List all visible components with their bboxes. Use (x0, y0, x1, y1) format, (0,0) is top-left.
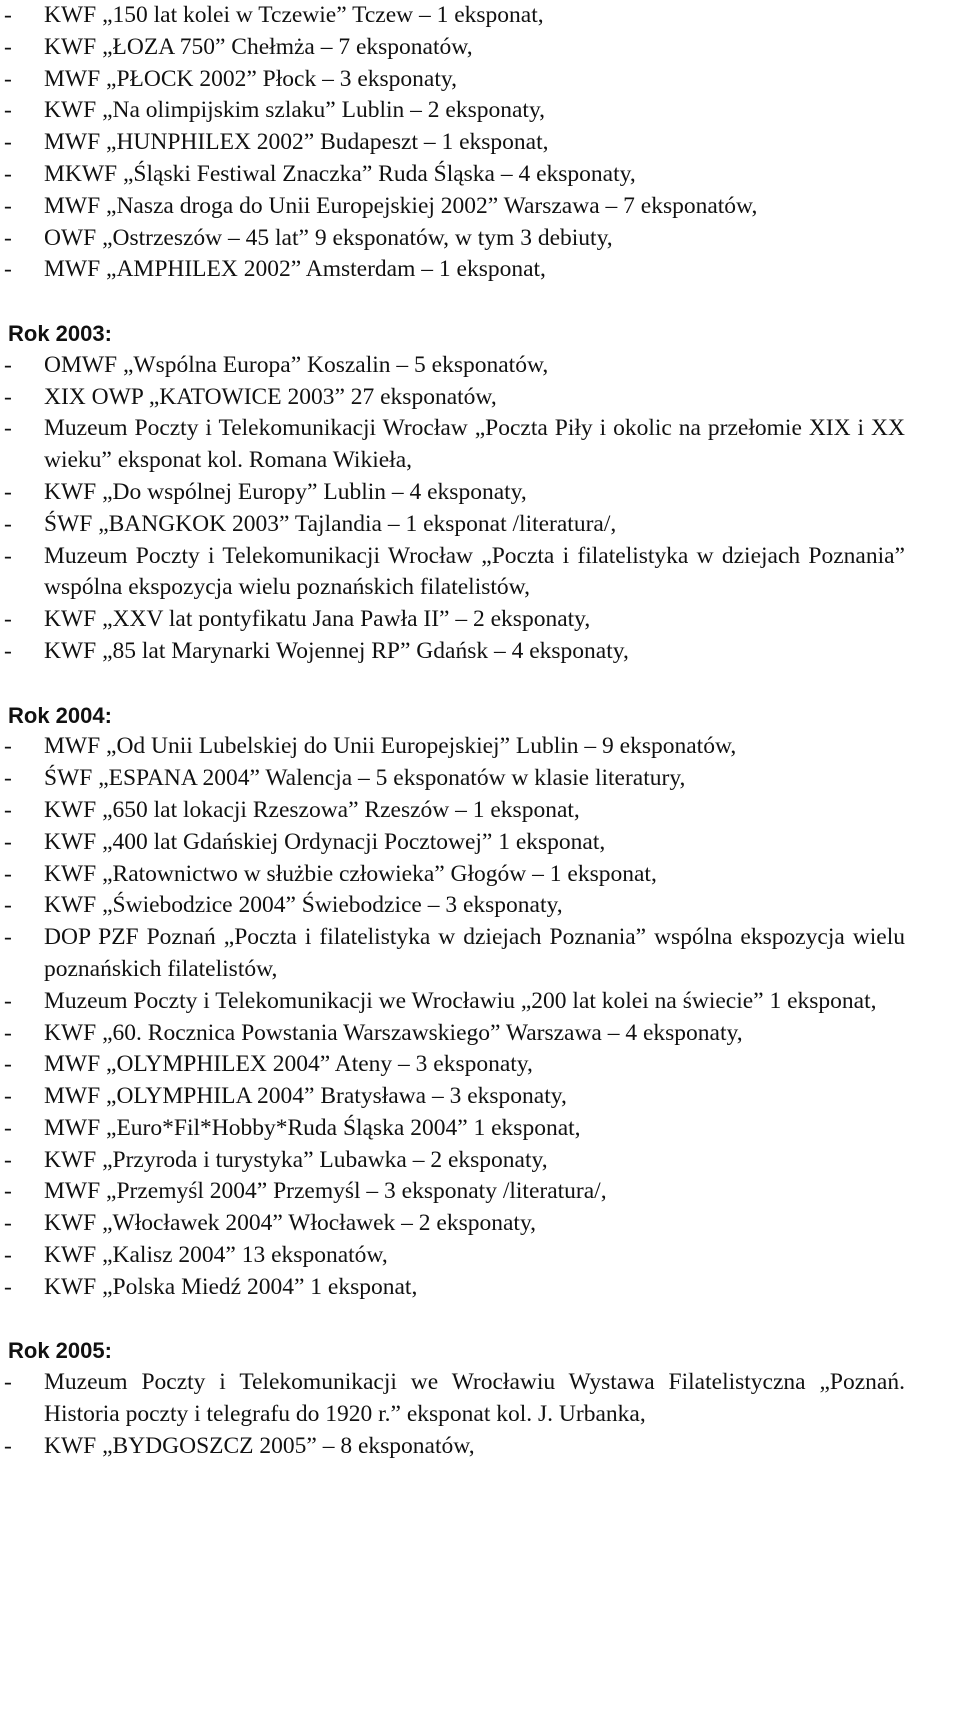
list-item (4, 1272, 905, 1304)
list-bullet: - (4, 765, 12, 792)
list-item (4, 795, 905, 827)
list-item (4, 413, 905, 477)
list-item (4, 1431, 905, 1463)
list-item-text: KWF „XXV lat pontyfikatu Jana Pawła II” – 2 eksponaty, (44, 606, 591, 633)
list-item (4, 254, 905, 286)
list-item-text: XIX OWP „KATOWICE 2003” 27 eksponatów, (44, 383, 497, 410)
list-item (4, 1145, 905, 1177)
list-item-text: MWF „OLYMPHILA 2004” Bratysława – 3 eksponaty, (44, 1083, 567, 1110)
list-bullet: - (4, 351, 12, 378)
list-item (4, 1018, 905, 1050)
list-bullet: - (4, 987, 12, 1014)
list-item-text: MWF „Od Unii Lubelskiej do Unii Europejskiej” Lublin – 9 eksponatów, (44, 733, 737, 760)
list-item-text: KWF „BYDGOSZCZ 2005” – 8 eksponatów, (44, 1432, 475, 1459)
list-item (4, 827, 905, 859)
list-bullet: - (4, 478, 12, 505)
list-bullet: - (4, 1051, 12, 1078)
list-item (4, 1049, 905, 1081)
list-item-text: KWF „400 lat Gdańskiej Ordynacji Pocztowej” 1 eksponat, (44, 828, 606, 855)
list-item (4, 223, 905, 255)
list-bullet: - (4, 1146, 12, 1173)
list-item (4, 922, 905, 986)
list-item-text: KWF „150 lat kolei w Tczewie” Tczew – 1 eksponat, (44, 2, 544, 28)
list-item-text: KWF „85 lat Marynarki Wojennej RP” Gdańsk – 4 eksponaty, (44, 637, 629, 664)
list-bullet: - (4, 828, 12, 855)
list-bullet: - (4, 33, 12, 60)
list-bullet: - (4, 1083, 12, 1110)
list-item (4, 127, 905, 159)
list-item-text: MWF „OLYMPHILEX 2004” Ateny – 3 eksponaty, (44, 1051, 533, 1078)
list-item-text: MWF „Przemyśl 2004” Przemyśl – 3 eksponaty /literatura/, (44, 1178, 607, 1205)
list-bullet: - (4, 224, 12, 251)
list-item-text: MWF „Euro*Fil*Hobby*Ruda Śląska 2004” 1 eksponat, (44, 1114, 581, 1141)
list-bullet: - (4, 510, 12, 537)
list-item (4, 636, 905, 668)
list-bullet: - (4, 796, 12, 823)
list-item-text: MWF „AMPHILEX 2002” Amsterdam – 1 eksponat, (44, 256, 546, 283)
list-item-text: ŚWF „BANGKOK 2003” Tajlandia – 1 eksponat /literatura/, (44, 510, 617, 537)
list-item-text: OMWF „Wspólna Europa” Koszalin – 5 eksponatów, (44, 351, 549, 378)
list-item-text: KWF „60. Rocznica Powstania Warszawskiego” Warszawa – 4 eksponaty, (44, 1019, 743, 1046)
list-bullet: - (4, 1369, 12, 1396)
list-item-text: Muzeum Poczty i Telekomunikacji we Wrocławiu Wystawa Filatelistyczna „Poznań. Historia poczty i telegrafu do 1920 r.” eksponat kol. J. Urbanka, (44, 1369, 905, 1428)
list-bullet: - (4, 383, 12, 410)
section-0 (4, 0, 905, 286)
list-bullet: - (4, 160, 12, 187)
list-item-text: KWF „Polska Miedź 2004” 1 eksponat, (44, 1273, 418, 1300)
list-item-text: KWF „ŁOZA 750” Chełmża – 7 eksponatów, (44, 33, 473, 60)
list-item (4, 509, 905, 541)
list-item (4, 350, 905, 382)
section-heading: Rok 2003: (8, 320, 112, 346)
list-bullet: - (4, 1210, 12, 1237)
list-item-text: KWF „Świebodzice 2004” Świebodzice – 3 eksponaty, (44, 892, 563, 919)
list-item (4, 191, 905, 223)
list-bullet: - (4, 192, 12, 219)
list-item-text: KWF „Przyroda i turystyka” Lubawka – 2 eksponaty, (44, 1146, 548, 1173)
section-2 (4, 700, 905, 1304)
list-item-text: KWF „Do wspólnej Europy” Lublin – 4 eksponaty, (44, 478, 527, 505)
list-item (4, 986, 905, 1018)
list-bullet: - (4, 637, 12, 664)
list-bullet: - (4, 892, 12, 919)
list-item-text: ŚWF „ESPANA 2004” Walencja – 5 eksponatów w klasie literatury, (44, 765, 686, 792)
list-bullet: - (4, 606, 12, 633)
list-item-text: KWF „Włocławek 2004” Włocławek – 2 eksponaty, (44, 1210, 537, 1237)
list-item-text: MKWF „Śląski Festiwal Znaczka” Ruda Śląska – 4 eksponaty, (44, 160, 636, 187)
list-bullet: - (4, 1019, 12, 1046)
list-item-text: KWF „Ratownictwo w służbie człowieka” Głogów – 1 eksponat, (44, 860, 657, 887)
list-item (4, 1367, 905, 1431)
list-item (4, 477, 905, 509)
list-item-text: Muzeum Poczty i Telekomunikacji Wrocław „Poczta Piły i okolic na przełomie XIX i XX wieku” eksponat kol. Romana Wikieła, (44, 415, 905, 474)
list-item-text: MWF „PŁOCK 2002” Płock – 3 eksponaty, (44, 65, 457, 92)
list-bullet: - (4, 2, 12, 28)
list-item (4, 1113, 905, 1145)
list-item-text: OWF „Ostrzeszów – 45 lat” 9 eksponatów, w tym 3 debiuty, (44, 224, 613, 251)
list-item-text: DOP PZF Poznań „Poczta i filatelistyka w dziejach Poznania” wspólna ekspozycja wielu poznańskich filatelistów, (44, 924, 905, 982)
list-item-text: KWF „650 lat lokacji Rzeszowa” Rzeszów – 1 eksponat, (44, 796, 580, 823)
list-item-text: Muzeum Poczty i Telekomunikacji we Wrocławiu „200 lat kolei na świecie” 1 eksponat, (44, 987, 877, 1014)
list-bullet: - (4, 415, 12, 442)
list-item-text: MWF „HUNPHILEX 2002” Budapeszt – 1 eksponat, (44, 129, 549, 156)
list-item (4, 890, 905, 922)
list-bullet: - (4, 65, 12, 92)
list-bullet: - (4, 542, 12, 569)
list-bullet: - (4, 256, 12, 283)
section-heading: Rok 2004: (8, 702, 112, 728)
list-bullet: - (4, 924, 12, 951)
list-bullet: - (4, 733, 12, 760)
section-1 (4, 318, 905, 668)
list-item-text: KWF „Kalisz 2004” 13 eksponatów, (44, 1242, 388, 1269)
list-item (4, 1240, 905, 1272)
list-item-text: MWF „Nasza droga do Unii Europejskiej 2002” Warszawa – 7 eksponatów, (44, 192, 758, 219)
list-item (4, 604, 905, 636)
list-item (4, 541, 905, 605)
list-item (4, 1176, 905, 1208)
section-3 (4, 1335, 905, 1462)
list-item (4, 1208, 905, 1240)
list-item (4, 1081, 905, 1113)
list-item (4, 763, 905, 795)
list-bullet: - (4, 860, 12, 887)
list-item (4, 159, 905, 191)
list-bullet: - (4, 129, 12, 156)
list-item-text: KWF „Na olimpijskim szlaku” Lublin – 2 eksponaty, (44, 97, 546, 124)
section-heading: Rok 2005: (8, 1338, 112, 1364)
list-bullet: - (4, 1114, 12, 1141)
list-item (4, 64, 905, 96)
list-item (4, 859, 905, 891)
list-bullet: - (4, 1273, 12, 1300)
list-item (4, 95, 905, 127)
list-bullet: - (4, 1432, 12, 1459)
list-item (4, 32, 905, 64)
list-item (4, 731, 905, 763)
list-item (4, 382, 905, 414)
list-bullet: - (4, 97, 12, 124)
list-item (4, 0, 905, 32)
list-bullet: - (4, 1242, 12, 1269)
list-bullet: - (4, 1178, 12, 1205)
list-item-text: Muzeum Poczty i Telekomunikacji Wrocław „Poczta i filatelistyka w dziejach Poznania” wspólna ekspozycja wielu poznańskich filatelistów, (44, 542, 905, 601)
